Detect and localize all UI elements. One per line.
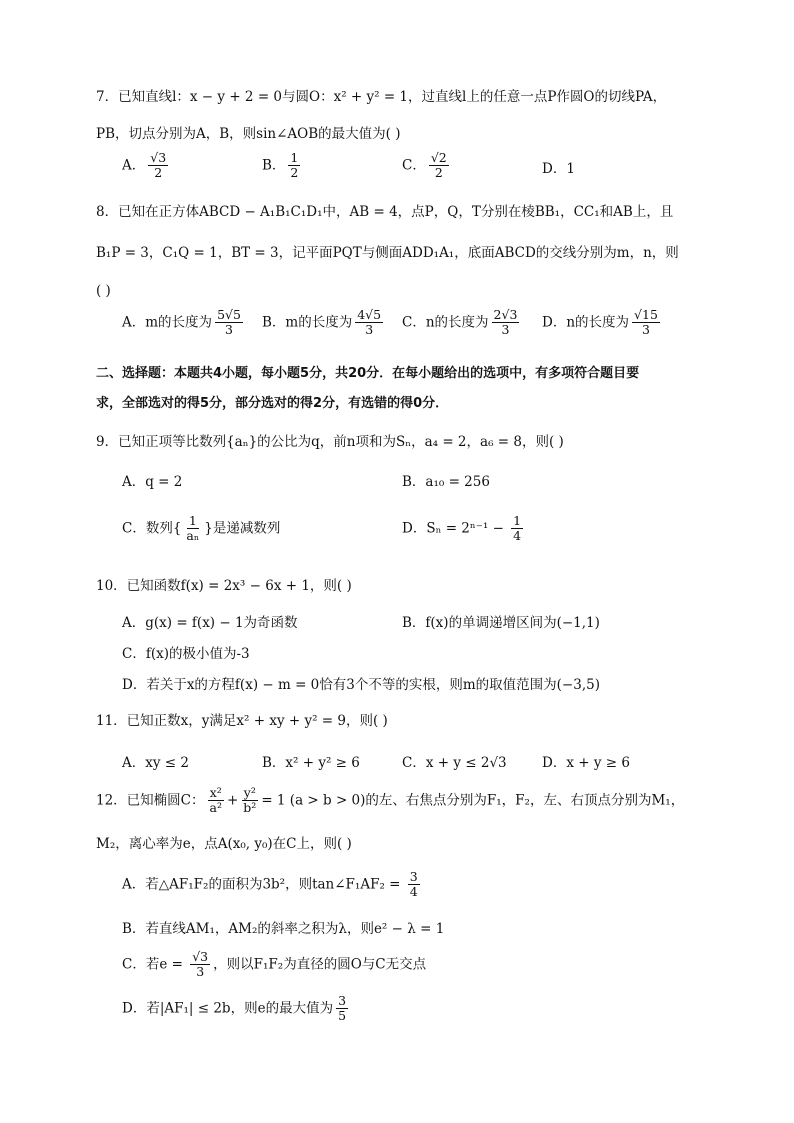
numerator: √3 (192, 949, 209, 964)
q11-option-c: C．x + y ≤ 2√3 (402, 755, 507, 771)
denominator: 2 (290, 165, 299, 181)
q9-option-a: A．q = 2 (122, 474, 183, 490)
fraction (429, 151, 449, 181)
denominator: 3 (225, 322, 233, 338)
numerator: 3 (338, 993, 347, 1008)
q7-option-b-label: B． (262, 157, 286, 174)
denominator: 4 (513, 528, 522, 544)
q8-stem-line2: B₁P = 3，C₁Q = 1，BT = 3，记平面PQT与侧面ADD₁A₁，底面ABCD的交线分别为m，n，则 (96, 245, 679, 261)
q8-option-d-text: D．n的长度为 (542, 314, 630, 331)
denominator: a² (209, 800, 222, 816)
q10-stem: 10．已知函数f(x) = 2x³ − 6x + 1，则( ) (96, 578, 352, 594)
denominator: 3 (196, 964, 205, 980)
q8-stem-line1: 8．已知在正方体ABCD − A₁B₁C₁D₁中，AB = 4，点P，Q，T分别在棱BB₁，CC₁和AB上，且 (96, 204, 674, 220)
q9-option-c-pre: C．数列{ (122, 520, 182, 537)
fraction (408, 870, 420, 900)
denominator: 3 (641, 322, 650, 338)
q8-stem-line3: ( ) (96, 283, 111, 299)
q12-option-a-pre: A．若△AF₁F₂的面积为3b²，则tan∠F₁AF₂ = (122, 876, 405, 893)
section-2-heading-line2: 求，全部选对的得5分，部分选对的得2分，有选错的得0分． (96, 396, 449, 411)
numerator: 3 (409, 869, 418, 884)
q12-stem-line2: M₂，离心率为e，点A(x₀, y₀)在C上，则( ) (96, 836, 352, 852)
q9-option-d-pre: D．Sₙ = 2ⁿ⁻¹ − (402, 520, 509, 537)
q11-option-d: D．x + y ≥ 6 (542, 755, 630, 771)
q7-option-a (122, 151, 171, 181)
numerator: 5√5 (217, 307, 241, 322)
fraction (355, 308, 383, 338)
section-2-heading-line1: 二、选择题：本题共4小题，每小题5分，共20分．在每小题给出的选项中，有多项符合题目要 (96, 366, 640, 381)
q9-stem: 9．已知正项等比数列{aₙ}的公比为q，前n项和为Sₙ，a₄ = 2，a₆ = 8，则( ) (96, 434, 564, 450)
denominator: aₙ (186, 528, 200, 544)
denominator: 4 (409, 884, 418, 900)
denominator: b² (243, 800, 257, 816)
numerator: 2√3 (493, 307, 518, 322)
q7-option-d: D．1 (542, 161, 575, 177)
q7-stem-line2: PB，切点分别为A，B，则sin∠AOB的最大值为( ) (96, 126, 401, 142)
numerator: 1 (188, 513, 197, 528)
q8-option-d (542, 308, 663, 338)
q7-option-a-label: A． (122, 157, 146, 174)
fraction (208, 786, 224, 816)
denominator: 2 (434, 165, 443, 181)
q8-option-c (402, 308, 522, 338)
q12-option-c-post: ，则以F₁F₂为直径的圆O与C无交点 (213, 956, 427, 973)
q10-option-b: B．f(x)的单调递增区间为(−1,1) (402, 615, 600, 631)
q12-option-c (122, 950, 426, 980)
fraction (148, 151, 168, 181)
q11-option-b: B．x² + y² ≥ 6 (262, 755, 360, 771)
q12-option-d-pre: D．若|AF₁| ≤ 2b，则e的最大值为 (122, 1000, 334, 1017)
q12-option-d (122, 994, 351, 1024)
fraction (336, 994, 348, 1024)
fraction (241, 786, 258, 816)
numerator: 1 (513, 513, 522, 528)
q7-option-b (262, 151, 303, 181)
q8-option-c-text: C．n的长度为 (402, 314, 489, 331)
denominator: 3 (501, 322, 510, 338)
denominator: 5 (338, 1008, 347, 1024)
q10-option-a: A．g(x) = f(x) − 1为奇函数 (122, 615, 298, 631)
q10-option-c: C．f(x)的极小值为-3 (122, 646, 250, 662)
q12-option-a (122, 870, 423, 900)
q12-option-c-pre: C．若e = (122, 956, 188, 973)
numerator: 1 (290, 150, 299, 165)
q9-option-d (402, 514, 526, 544)
plus-sign: + (226, 792, 239, 809)
q12-stem-pre: 12．已知椭圆C： (96, 792, 205, 809)
q7-option-c-label: C． (402, 157, 426, 174)
q11-option-a: A．xy ≤ 2 (122, 755, 189, 771)
numerator: 4√5 (357, 307, 382, 322)
fraction (215, 308, 243, 338)
q7-option-c (402, 151, 452, 181)
q12-stem-post: = 1 (a > b > 0)的左、右焦点分别为F₁，F₂，左、右顶点分别为M₁， (261, 792, 685, 809)
q8-option-a (122, 308, 246, 338)
fraction (184, 514, 201, 544)
q9-option-b: B．a₁₀ = 256 (402, 474, 490, 490)
q9-option-c (122, 514, 280, 544)
q12-stem-line1 (96, 786, 684, 816)
q8-option-b (262, 308, 386, 338)
fraction (492, 308, 520, 338)
numerator: x² (209, 785, 222, 800)
numerator: √15 (634, 307, 658, 322)
numerator: √2 (430, 150, 447, 165)
numerator: y² (243, 785, 256, 800)
fraction (190, 950, 210, 980)
q7-stem-line1: 7．已知直线l：x − y + 2 = 0与圆O：x² + y² = 1，过直线l上的任意一点P作圆O的切线PA， (96, 89, 667, 105)
fraction (288, 151, 300, 181)
fraction (632, 308, 660, 338)
fraction (511, 514, 523, 544)
denominator: 3 (365, 322, 374, 338)
q8-option-b-text: B．m的长度为 (262, 314, 353, 331)
q10-option-d: D．若关于x的方程f(x) − m = 0恰有3个不等的实根，则m的取值范围为(−3,5) (122, 677, 600, 693)
q11-stem: 11．已知正数x，y满足x² + xy + y² = 9，则( ) (96, 713, 388, 729)
denominator: 2 (154, 165, 163, 181)
q9-option-c-post: }是递减数列 (204, 520, 281, 537)
q8-option-a-text: A．m的长度为 (122, 314, 213, 331)
q12-option-b: B．若直线AM₁，AM₂的斜率之积为λ，则e² − λ = 1 (122, 921, 445, 937)
numerator: √3 (150, 150, 167, 165)
